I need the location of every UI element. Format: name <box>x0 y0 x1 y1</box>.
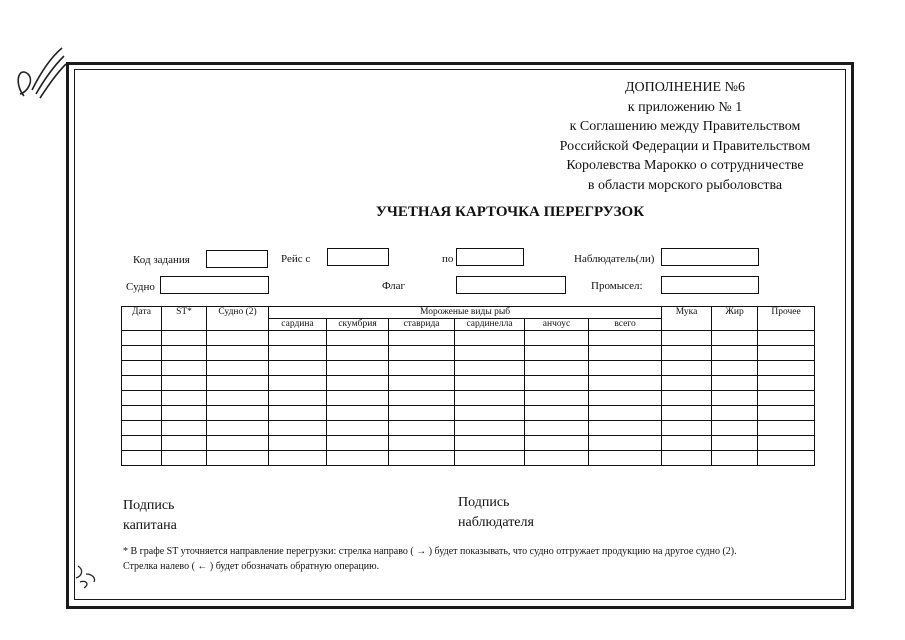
table-cell[interactable] <box>712 406 758 421</box>
table-cell[interactable] <box>327 331 389 346</box>
table-cell[interactable] <box>525 376 589 391</box>
table-cell[interactable] <box>589 361 662 376</box>
col-oil-header: Жир <box>712 307 758 331</box>
table-cell[interactable] <box>662 376 712 391</box>
table-cell[interactable] <box>455 451 525 466</box>
table-cell[interactable] <box>269 361 327 376</box>
table-cell[interactable] <box>525 406 589 421</box>
table-cell[interactable] <box>207 451 269 466</box>
table-cell[interactable] <box>758 361 815 376</box>
table-cell[interactable] <box>162 451 207 466</box>
table-cell[interactable] <box>712 436 758 451</box>
flag-field[interactable] <box>456 276 566 294</box>
table-cell[interactable] <box>122 331 162 346</box>
table-cell[interactable] <box>455 346 525 361</box>
table-cell[interactable] <box>122 346 162 361</box>
table-cell[interactable] <box>662 421 712 436</box>
table-cell[interactable] <box>269 346 327 361</box>
table-cell[interactable] <box>758 346 815 361</box>
table-cell[interactable] <box>389 346 455 361</box>
annex-line: к приложению № 1 <box>627 99 743 115</box>
annex-line: ДОПОЛНЕНИЕ №6 <box>625 80 745 95</box>
annex-line: Российской Федерации и Правительством <box>559 138 811 154</box>
table-cell[interactable] <box>758 421 815 436</box>
table-cell[interactable] <box>589 376 662 391</box>
transshipment-table <box>121 306 815 466</box>
handwritten-mark-bottom <box>72 560 102 592</box>
table-cell[interactable] <box>389 451 455 466</box>
sub-anchovy-header: анчоус <box>525 319 589 331</box>
sub-total-header: всего <box>589 319 662 331</box>
sub-mackerel-header: скумбрия <box>327 319 389 331</box>
table-cell[interactable] <box>162 436 207 451</box>
annex-line: в области морского рыболовства <box>587 177 783 193</box>
table-cell[interactable] <box>712 451 758 466</box>
table-cell[interactable] <box>207 436 269 451</box>
table-cell[interactable] <box>525 421 589 436</box>
table-cell[interactable] <box>525 331 589 346</box>
table-cell[interactable] <box>122 406 162 421</box>
table-cell[interactable] <box>269 376 327 391</box>
table-body <box>122 331 815 466</box>
table-cell[interactable] <box>389 391 455 406</box>
table-cell[interactable] <box>122 436 162 451</box>
table-cell[interactable] <box>389 376 455 391</box>
table-cell[interactable] <box>758 451 815 466</box>
table-cell[interactable] <box>122 376 162 391</box>
table-cell[interactable] <box>389 406 455 421</box>
table-cell[interactable] <box>758 331 815 346</box>
table-cell[interactable] <box>122 421 162 436</box>
table-cell[interactable] <box>662 406 712 421</box>
observers-label: Наблюдатель(ли) <box>574 253 655 265</box>
table-cell[interactable] <box>269 451 327 466</box>
table-cell[interactable] <box>525 436 589 451</box>
annex-line: к Соглашению между Правительством <box>569 119 801 134</box>
table-cell[interactable] <box>758 406 815 421</box>
table-cell[interactable] <box>589 406 662 421</box>
table-cell[interactable] <box>162 421 207 436</box>
sub-horse-mackerel-header: ставрида <box>389 319 455 331</box>
table-cell[interactable] <box>525 391 589 406</box>
table-row <box>122 451 815 466</box>
table-cell[interactable] <box>662 361 712 376</box>
observer-signature-label <box>458 493 534 533</box>
footnote <box>123 544 823 574</box>
table-row <box>122 376 815 391</box>
table-cell[interactable] <box>589 421 662 436</box>
table-cell[interactable] <box>525 346 589 361</box>
table-cell[interactable] <box>269 436 327 451</box>
table-row <box>122 391 815 406</box>
table-row <box>122 436 815 451</box>
table-cell[interactable] <box>162 361 207 376</box>
table-cell[interactable] <box>712 346 758 361</box>
table-row <box>122 361 815 376</box>
table-cell[interactable] <box>389 436 455 451</box>
table-cell[interactable] <box>525 361 589 376</box>
table-cell[interactable] <box>269 421 327 436</box>
table-cell[interactable] <box>662 436 712 451</box>
flag-label: Флаг <box>382 280 406 292</box>
table-cell[interactable] <box>269 391 327 406</box>
table-cell[interactable] <box>327 391 389 406</box>
table-cell[interactable] <box>327 376 389 391</box>
table-cell[interactable] <box>327 451 389 466</box>
table-cell[interactable] <box>455 361 525 376</box>
table-cell[interactable] <box>455 391 525 406</box>
table-cell[interactable] <box>589 346 662 361</box>
fishery-field[interactable] <box>661 276 759 294</box>
table-row <box>122 421 815 436</box>
table-cell[interactable] <box>455 376 525 391</box>
table-cell[interactable] <box>758 391 815 406</box>
document-title: УЧЕТНАЯ КАРТОЧКА ПЕРЕГРУЗОК <box>375 204 645 220</box>
table-cell[interactable] <box>207 391 269 406</box>
table-cell[interactable] <box>662 451 712 466</box>
table-cell[interactable] <box>712 361 758 376</box>
table-cell[interactable] <box>662 391 712 406</box>
table-cell[interactable] <box>389 421 455 436</box>
table-cell[interactable] <box>327 406 389 421</box>
table-cell[interactable] <box>758 436 815 451</box>
trip-to-label: по <box>442 253 454 265</box>
table-cell[interactable] <box>712 421 758 436</box>
table-cell[interactable] <box>207 376 269 391</box>
table-cell[interactable] <box>525 451 589 466</box>
captain-signature-label <box>123 496 177 536</box>
table-row <box>122 331 815 346</box>
table-cell[interactable] <box>589 391 662 406</box>
table-cell[interactable] <box>122 391 162 406</box>
table-cell[interactable] <box>589 331 662 346</box>
table-cell[interactable] <box>712 391 758 406</box>
task-code-label: Код задания <box>133 254 190 266</box>
table-cell[interactable] <box>455 436 525 451</box>
table-cell[interactable] <box>712 376 758 391</box>
table-cell[interactable] <box>162 346 207 361</box>
table-cell[interactable] <box>662 331 712 346</box>
table-cell[interactable] <box>589 436 662 451</box>
sub-sardinella-header: сардинелла <box>455 319 525 331</box>
captain-signature-line2: капитана <box>123 518 177 533</box>
table-cell[interactable] <box>327 361 389 376</box>
col-vessel-header: Судно (2) <box>207 307 269 331</box>
col-st-header: ST* <box>162 307 207 331</box>
sub-sardine-header: сардина <box>269 319 327 331</box>
col-other-header: Прочее <box>758 307 815 331</box>
col-frozen-group-header: Мороженые виды рыб <box>269 307 662 319</box>
table-cell[interactable] <box>455 406 525 421</box>
table-cell[interactable] <box>122 451 162 466</box>
table-cell[interactable] <box>758 376 815 391</box>
vessel-label: Судно <box>126 281 155 293</box>
table-cell[interactable] <box>389 331 455 346</box>
trip-from-label: Рейс с <box>281 253 311 265</box>
fishery-label: Промысел: <box>591 280 643 292</box>
table-cell[interactable] <box>269 331 327 346</box>
table-cell[interactable] <box>207 346 269 361</box>
table-cell[interactable] <box>662 346 712 361</box>
table-cell[interactable] <box>589 451 662 466</box>
annex-header <box>540 78 830 195</box>
col-date-header: Дата <box>122 307 162 331</box>
observers-field[interactable] <box>661 248 759 266</box>
table-cell[interactable] <box>207 331 269 346</box>
footnote-line1: * В графе ST уточняется направление перегрузки: стрелка направо ( → ) будет показывать, что судно отгружает продукцию на другое судно (2). <box>123 546 737 557</box>
table-cell[interactable] <box>327 346 389 361</box>
table-cell[interactable] <box>455 331 525 346</box>
observer-signature-line1: Подпись <box>458 495 510 510</box>
table-cell[interactable] <box>162 406 207 421</box>
trip-from-field[interactable] <box>327 248 389 266</box>
table-cell[interactable] <box>207 361 269 376</box>
table-cell[interactable] <box>122 361 162 376</box>
table-cell[interactable] <box>712 331 758 346</box>
captain-signature-line1: Подпись <box>123 498 175 513</box>
footnote-line2: Стрелка налево ( ← ) будет обозначать обратную операцию. <box>123 561 380 572</box>
trip-to-field[interactable] <box>456 248 524 266</box>
table-cell[interactable] <box>389 361 455 376</box>
vessel-field[interactable] <box>160 276 269 294</box>
table-cell[interactable] <box>162 331 207 346</box>
annex-line: Королевства Марокко о сотрудничестве <box>566 158 804 173</box>
table-row <box>122 346 815 361</box>
table-cell[interactable] <box>327 421 389 436</box>
table-cell[interactable] <box>207 406 269 421</box>
table-cell[interactable] <box>455 421 525 436</box>
table-cell[interactable] <box>327 436 389 451</box>
table-cell[interactable] <box>162 376 207 391</box>
col-meal-header: Мука <box>662 307 712 331</box>
table-cell[interactable] <box>162 391 207 406</box>
table-cell[interactable] <box>207 421 269 436</box>
observer-signature-line2: наблюдателя <box>458 515 534 530</box>
task-code-field[interactable] <box>206 250 268 268</box>
table-cell[interactable] <box>269 406 327 421</box>
handwritten-mark-top <box>10 44 68 106</box>
table-row <box>122 406 815 421</box>
